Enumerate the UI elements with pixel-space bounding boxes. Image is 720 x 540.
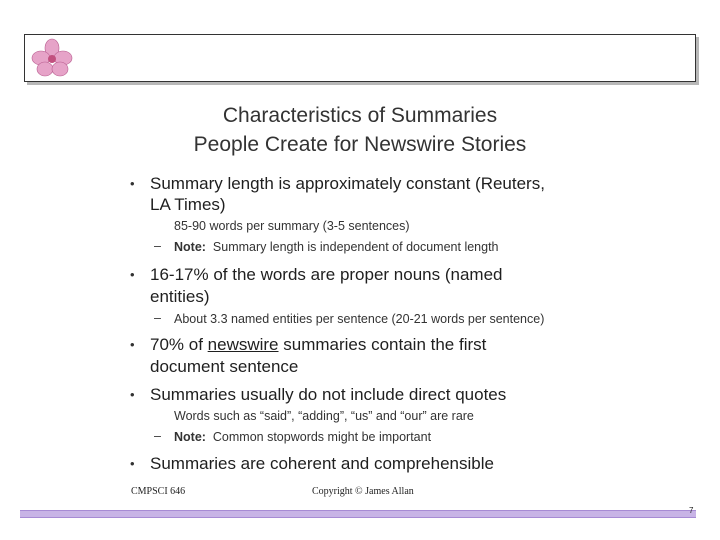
bullet-1-line2: LA Times) <box>150 195 226 214</box>
dash-marker: – <box>154 239 161 253</box>
bullet-marker: • <box>130 176 135 191</box>
bullet-3-post: summaries contain the first <box>278 335 487 354</box>
bullet-1-sub2 <box>174 239 499 255</box>
bullet-marker: • <box>130 387 135 402</box>
bullet-marker: • <box>130 267 135 282</box>
bullet-marker: • <box>130 337 135 352</box>
dash-marker: – <box>154 429 161 443</box>
slide-title-line2: People Create for Newswire Stories <box>193 133 527 156</box>
slide-title-line1: Characteristics of Summaries <box>222 104 498 127</box>
bullet-3-line1 <box>150 334 486 355</box>
dash-marker: – <box>154 311 161 325</box>
note-label: Note: <box>174 430 206 444</box>
bullet-marker: • <box>130 456 135 471</box>
bullet-2-line1: 16-17% of the words are proper nouns (named <box>150 265 503 284</box>
header-frame <box>24 34 696 82</box>
bullet-3-underlined: newswire <box>207 335 279 354</box>
bullet-4-line1: Summaries usually do not include direct quotes <box>150 385 507 404</box>
bullet-2-sub1: About 3.3 named entities per sentence (20-21 words per sentence) <box>174 312 545 326</box>
note-text: Summary length is independent of document length <box>212 240 499 254</box>
note-label: Note: <box>174 240 206 254</box>
footer-copyright: Copyright © James Allan <box>312 486 414 497</box>
note-text: Common stopwords might be important <box>212 430 432 444</box>
bullet-4-sub1: Words such as “said”, “adding”, “us” and “our” are rare <box>174 409 474 423</box>
footer-bar <box>20 510 696 518</box>
bullet-5-line1: Summaries are coherent and comprehensible <box>150 454 494 473</box>
bullet-3-line2: document sentence <box>150 357 299 376</box>
bullet-3-pre: 70% of <box>150 335 208 354</box>
bullet-1-line1: Summary length is approximately constant (Reuters, <box>150 174 545 193</box>
bullet-2-line2: entities) <box>150 287 210 306</box>
bullet-1-sub1: 85-90 words per summary (3-5 sentences) <box>174 219 410 233</box>
flower-logo-icon <box>30 38 74 78</box>
bullet-4-sub2 <box>174 429 431 445</box>
page-number: 7 <box>689 506 694 515</box>
footer-course: CMPSCI 646 <box>131 486 186 497</box>
